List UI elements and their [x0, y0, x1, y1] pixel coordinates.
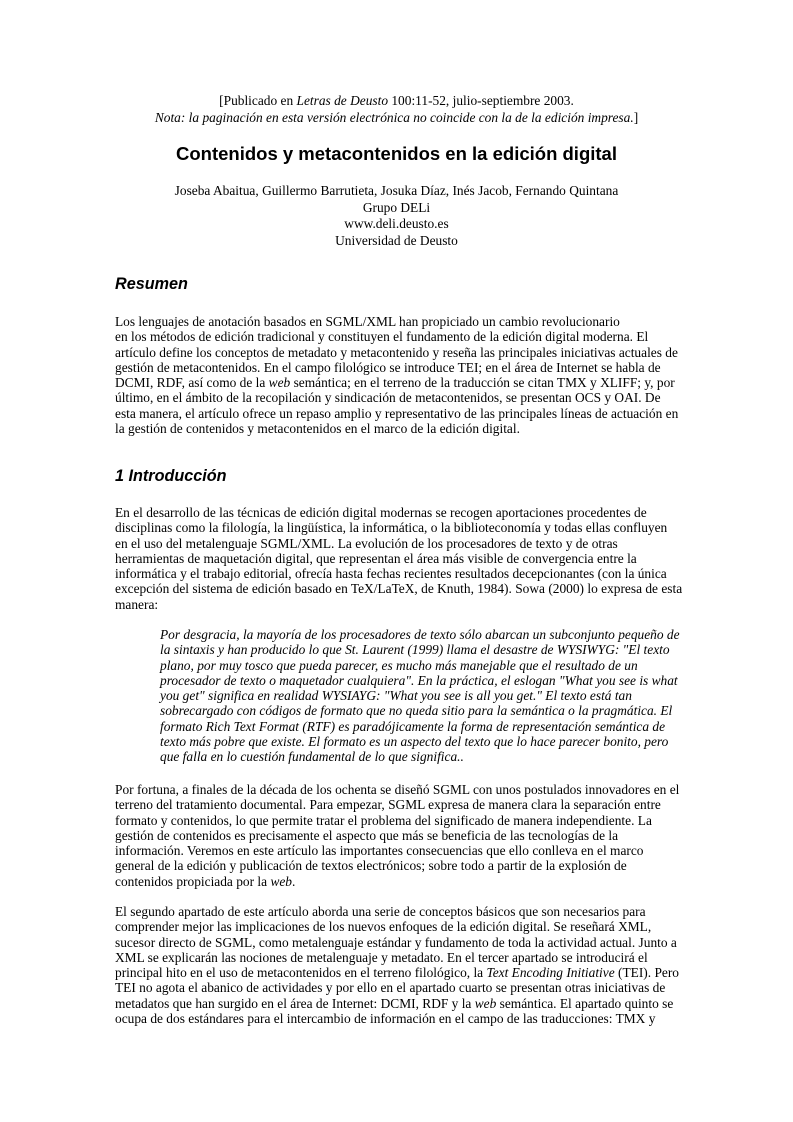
text-line: Los lenguajes de anotación basados en SGML/XML han propiciado un cambio revolucionario — [115, 314, 620, 329]
text-line: manera: — [115, 596, 159, 612]
text-segment: DCMI, RDF, así como de la — [115, 375, 269, 391]
text-line: you get" significa en realidad WYSIAYG: "What you see is all you get." El texto está tan — [160, 688, 632, 704]
author-group: Grupo DELi — [362, 199, 431, 215]
text-line: en el uso del metalenguaje SGML/XML. La evolución de los procesadores de texto y de otras — [115, 535, 618, 551]
italic-term: web — [268, 375, 291, 391]
text-line: esta manera, el artículo ofrece un repaso amplio y representativo de las principales líneas de actuación en — [115, 405, 679, 421]
text-line: formato y contenidos, lo que permite tratar el problema del significado de manera independiente. La — [115, 812, 652, 828]
text-line: XML se explicarán las nociones de metalenguaje y metadato. En el tercer apartado se introducirá el — [115, 949, 648, 965]
paper-title: Contenidos y metacontenidos en la edición digital — [176, 143, 617, 164]
text-line: excepción del sistema de edición basado en TeX/LaTeX, de Knuth, 1984). Sowa (2000) lo expresa de esta — [115, 581, 683, 597]
text-line: Por desgracia, la mayoría de los procesadores de texto sólo abarcan un subconjunto pequeño de — [160, 627, 680, 642]
author-institution: Universidad de Deusto — [335, 232, 458, 248]
intro-paragraph-3 — [115, 904, 685, 1026]
text-line: gestión de contenidos es precisamente el aspecto que más se beneficia de las tecnologías de la — [115, 827, 619, 843]
text-line: general de la edición y publicación de textos electrónicos; sobre todo a partir de la explosión de — [115, 858, 627, 874]
text-line: terreno del tratamiento documental. Para empezar, SGML expresa de manera clara la separación entre — [115, 797, 661, 813]
text-line: artículo define los conceptos de metadato y metacontenido y reseña las principales iniciativas actuales de — [115, 344, 678, 360]
text-line: plano, por muy tosco que pueda parecer, es mucho más manejable que el resultado de un — [160, 657, 638, 673]
text-line: formato Rich Text Format (RTF) es paradójicamente la forma de representación semántica de — [160, 718, 666, 734]
author-website: www.deli.deusto.es — [344, 216, 449, 231]
text-segment: semántica. El apartado quinto se — [496, 995, 674, 1011]
intro-paragraph-1 — [115, 505, 685, 612]
text-line: sobrecargado con códigos de formato que no queda sitio para la semántica o la pragmática. El — [160, 703, 673, 719]
text-line: información. Veremos en este artículo las importantes consecuencias que ello conlleva en el marco — [115, 843, 644, 859]
publication-note — [0, 92, 793, 126]
intro-quote — [160, 627, 685, 765]
journal-name: Letras de Deusto — [296, 93, 389, 108]
publication-note-line-2: Nota: la paginación en esta versión electrónica no coincide con la de la edición impresa.] — [154, 110, 639, 125]
text-line: que falla en lo cuestión fundamental de lo que significa.. — [160, 749, 464, 765]
text-line: ocupa de dos estándares para el intercambio de información en el campo de las traducciones: TMX y — [115, 1011, 656, 1027]
text-line: la sintaxis y han producido lo que St. Laurent (1999) llama el desastre de WYSIWYG: "El texto — [160, 642, 670, 658]
text-line: la gestión de contenidos y metacontenidos en el marco de la edición digital. — [115, 421, 520, 437]
text-line — [115, 874, 685, 889]
text-segment: semántica; en el terreno de la traducción se citan TMX y XLIFF; y, por — [290, 375, 675, 391]
text-segment: metadatos que han surgido en el área de Internet: DCMI, RDF y la — [115, 995, 475, 1011]
intro-paragraph-2 — [115, 782, 685, 889]
author-names: Joseba Abaitua, Guillermo Barrutieta, Josuka Díaz, Inés Jacob, Fernando Quintana — [174, 183, 619, 198]
text-line: sucesor directo de SGML, como metalenguaje estándar y fundamento de toda la actividad actual. Junto a — [115, 934, 677, 950]
text-segment: contenidos propiciada por la — [115, 873, 271, 889]
publication-note-line-1: [Publicado en Letras de Deusto 100:11-52, julio-septiembre 2003. — [219, 93, 574, 108]
text-line: Por fortuna, a finales de la década de los ochenta se diseñó SGML con unos postulados innovadores en el — [115, 782, 680, 797]
text-line — [115, 996, 685, 1011]
text-line: El segundo apartado de este artículo aborda una serie de conceptos básicos que son necesarios para — [115, 904, 646, 919]
text-segment: (TEI). Pero — [614, 965, 679, 981]
author-block — [0, 183, 793, 249]
text-line: en los métodos de edición tradicional y constituyen el fundamento de la edición digital moderna. El — [115, 329, 649, 345]
italic-term: web — [474, 995, 497, 1011]
introduction-heading: 1 Introducción — [115, 467, 227, 485]
text-line: texto más pobre que existe. El formato es un aspecto del texto que lo hace parecer bonito, pero — [160, 734, 669, 750]
text-line: herramientas de maquetación digital, que representan el área más visible de convergencia entre la — [115, 550, 637, 566]
text-line: último, en el ámbito de la recopilación y sindicación de metacontenidos, se presentan OCS y OAI. De — [115, 390, 661, 406]
text-line: TEI no agota el abanico de actividades y por ello en el apartado cuarto se presentan otras iniciativas de — [115, 980, 666, 996]
text-line: En el desarrollo de las técnicas de edición digital modernas se recogen aportaciones procedentes de — [115, 505, 647, 520]
italic-term: Text Encoding Initiative — [486, 965, 615, 981]
text-line: procesador de texto o maquetador cualquiera". En la práctica, el eslogan "What you see is what — [160, 672, 678, 688]
text-line — [115, 965, 685, 980]
abstract-paragraph — [115, 314, 685, 436]
text-segment: . — [292, 873, 296, 889]
text-segment: principal hito en el uso de metacontenidos en el terreno filológico, la — [115, 965, 487, 981]
text-line: comprender mejor las implicaciones de los nuevos enfoques de la edición digital. Se reseñará XML, — [115, 919, 652, 935]
abstract-heading: Resumen — [115, 275, 188, 293]
text-line: disciplinas como la filología, la lingüística, la informática, o la biblioteconomía y todas ellas confluyen — [115, 520, 668, 536]
text-line: gestión de metacontenidos. En el campo filológico se introduce TEI; en el área de Internet se habla de — [115, 359, 661, 375]
text-line — [115, 375, 685, 390]
text-line: informática y el trabajo editorial, ofrecía hasta fechas recientes resultados decepcionantes (con la única — [115, 566, 667, 582]
italic-term: web — [270, 873, 293, 889]
